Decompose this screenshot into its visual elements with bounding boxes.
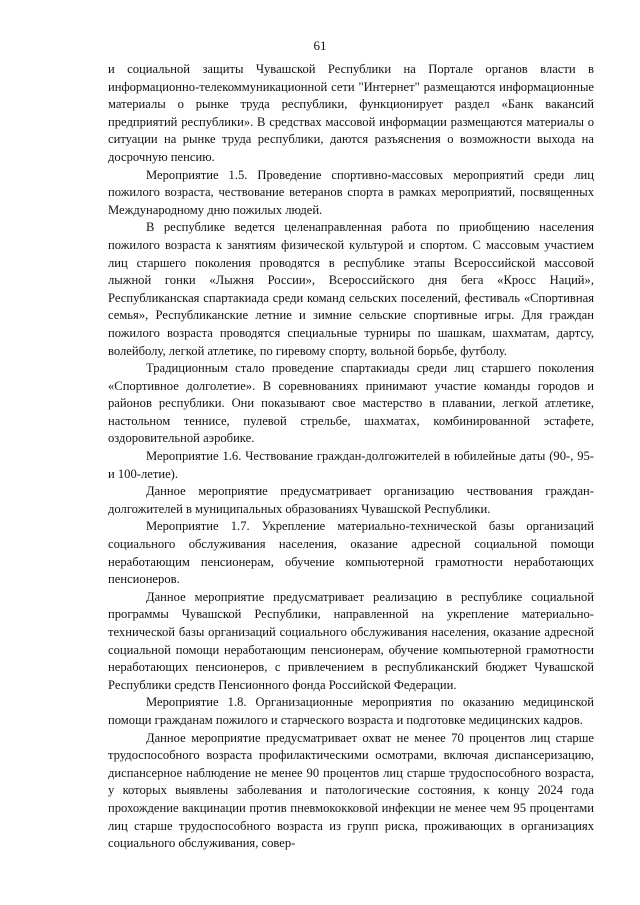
paragraph-social-program: Данное мероприятие предусматривает реализацию в республике социальной программы Чувашской Республики, направленной на укрепление материально-технической базы организаций социального обслуживания населения, оказание адресной социальной помощи неработающим пенсионерам, обучение компьютерной грамотности неработающих пенсионеров, с привлечением в республиканский бюджет Чувашской Республики средств Пенсионного фонда Российской Федерации. bbox=[108, 589, 594, 692]
paragraph-measure-1-7: Мероприятие 1.7. Укрепление материально-технической базы организаций социального обслуживания населения, оказание адресной социальной помощи неработающим пенсионерам, обучение компьютерной грамотности неработающих пенсионеров. bbox=[108, 519, 594, 587]
paragraph-measure-1-8: Мероприятие 1.8. Организационные мероприятия по оказанию медицинской помощи гражданам пожилого и старческого возраста и подготовке медицинских кадров. bbox=[108, 695, 594, 727]
paragraph-sport-work: В республике ведется целенаправленная работа по приобщению населения пожилого возраста к занятиям физической культурой и спортом. С массовым участием лиц старшего поколения проводятся в республике этапы Всероссийской массовой лыжной гонки «Лыжня России», Всероссийского дня бега «Кросс Наций», Республиканская спартакиада среди команд сельских поселений, фестиваль «Спортивная семья», Республиканские летние и зимние сельские спортивные игры. Для граждан пожилого возраста проводятся специальные турниры по шашкам, шахматам, дартсу, волейболу, легкой атлетике, по гиревому спорту, вольной борьбе, футболу. bbox=[108, 220, 594, 358]
document-body bbox=[108, 61, 594, 853]
paragraph-measure-1-6: Мероприятие 1.6. Чествование граждан-долгожителей в юбилейные даты (90-, 95- и 100-летие). bbox=[108, 449, 594, 481]
paragraph-measure-1-5: Мероприятие 1.5. Проведение спортивно-массовых мероприятий среди лиц пожилого возраста, чествование ветеранов спорта в рамках мероприятий, посвященных Международному дню пожилых людей. bbox=[108, 167, 594, 217]
paragraph-long-livers: Данное мероприятие предусматривает организацию чествования граждан-долгожителей в муниципальных образованиях Чувашской Республики. bbox=[108, 484, 594, 516]
paragraph-medical-coverage: Данное мероприятие предусматривает охват не менее 70 процентов лиц старше трудоспособного возраста профилактическими осмотрами, включая диспансеризацию, диспансерное наблюдение не менее 90 процентов лиц старше трудоспособного возраста, у которых выявлены заболевания и патологические состояния, к концу 2024 года прохождение вакцинации против пневмококковой инфекции не менее чем 95 процентами лиц старше трудоспособного возраста из групп риска, проживающих в организациях социального обслуживания, совер- bbox=[108, 730, 594, 851]
page-number: 61 bbox=[313, 38, 327, 53]
paragraph-spartakiada: Традиционным стало проведение спартакиады среди лиц старшего поколения «Спортивное долголетие». В соревнованиях принимают участие команды городов и районов республики. Они показывают свое мастерство в плавании, легкой атлетике, настольном теннисе, пулевой стрельбе, шахматах, комбинированной эстафете, оздоровительной аэробике. bbox=[108, 361, 594, 446]
paragraph-continuation: и социальной защиты Чувашской Республики на Портале органов власти в информационно-телекоммуникационной сети "Интернет" размещаются информационные материалы о рынке труда республики, функционирует раздел «Банк вакансий предприятий республики». В средствах массовой информации размещаются материалы о ситуации на рынке труда республики, даются разъяснения о возможности выхода на досрочную пенсию. bbox=[108, 62, 594, 164]
